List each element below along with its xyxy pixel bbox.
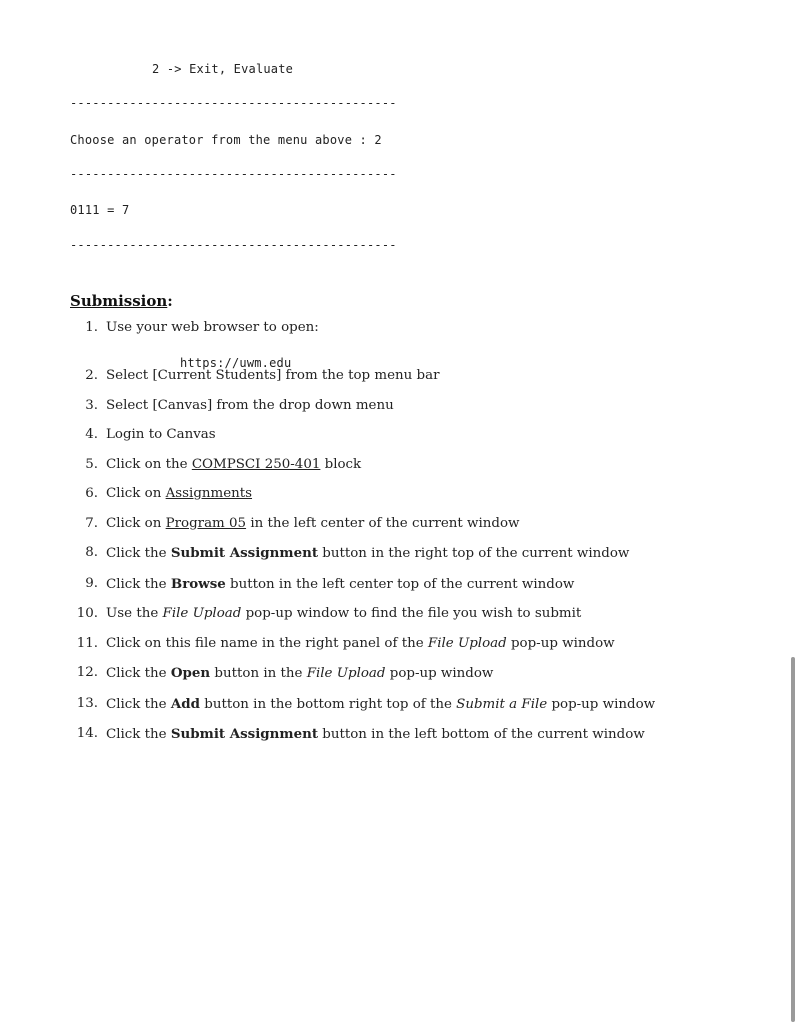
submission-heading: [70, 292, 173, 310]
step-italic: File Upload: [427, 635, 507, 651]
step-italic: File Upload: [162, 606, 242, 621]
step-text: button in the: [210, 666, 307, 681]
step-text: Click on the: [106, 456, 192, 472]
step-12: [0, 663, 760, 684]
step-number: 4.: [85, 427, 98, 442]
step-text: Click on: [106, 515, 166, 531]
program-05-link[interactable]: Program 05: [165, 515, 247, 531]
step-text: Click the: [106, 696, 171, 712]
step-text: button in the bottom right top of the: [200, 696, 457, 712]
assignments-link[interactable]: Assignments: [165, 486, 253, 501]
course-link[interactable]: COMPSCI 250-401: [191, 456, 321, 472]
canvas-url[interactable]: https://uwm.edu: [180, 356, 292, 370]
console-prompt-line: Choose an operator from the menu above : 2: [70, 133, 382, 147]
step-text: Use your web browser to open:: [106, 320, 319, 335]
submission-heading-text: Submission: [70, 292, 168, 310]
submission-steps-list: [0, 318, 760, 745]
step-text: block: [320, 456, 362, 472]
submission-heading-colon: :: [167, 292, 173, 310]
step-number: 3.: [85, 397, 98, 413]
step-number: 11.: [76, 635, 98, 651]
step-emphasis: Submit Assignment: [170, 545, 319, 561]
step-4: [0, 425, 760, 445]
vertical-scrollbar[interactable]: [791, 657, 795, 1022]
step-text: Click the: [106, 576, 171, 592]
step-7: [0, 514, 760, 534]
step-emphasis: Open: [170, 665, 211, 681]
console-menu-line: 2 -> Exit, Evaluate: [152, 62, 294, 76]
step-text: Click the: [106, 666, 171, 681]
step-number: 6.: [85, 486, 98, 501]
step-text: Login to Canvas: [106, 427, 216, 442]
step-14: [0, 724, 760, 745]
step-text: pop-up window to find the file you wish to submit: [241, 606, 582, 621]
step-number: 13.: [76, 695, 98, 711]
step-text: pop-up window: [547, 696, 656, 712]
step-italic: Submit a File: [456, 696, 548, 712]
step-8: [0, 543, 760, 564]
step-text: Click on this file name in the right panel of the: [106, 635, 428, 651]
step-emphasis: Add: [170, 695, 200, 712]
step-italic: File Upload: [306, 666, 386, 681]
console-separator-1: --------------------------------------------: [70, 96, 397, 110]
step-text: in the left center of the current window: [246, 515, 520, 531]
step-text: button in the right top of the current window: [318, 546, 630, 561]
step-number: 9.: [85, 575, 98, 591]
step-11: [0, 634, 760, 654]
step-13: [0, 694, 760, 715]
step-9: [0, 574, 760, 595]
step-text: Select [Canvas] from the drop down menu: [106, 397, 394, 413]
step-text: button in the left bottom of the current window: [318, 727, 645, 742]
console-result-line: 0111 = 7: [70, 203, 130, 217]
step-emphasis: Browse: [170, 575, 226, 592]
step-number: 8.: [85, 545, 98, 560]
step-text: pop-up window: [385, 666, 494, 681]
step-text: Click on: [106, 486, 166, 501]
step-number: 14.: [76, 726, 98, 741]
step-number: 1.: [85, 320, 98, 335]
step-number: 10.: [76, 606, 98, 621]
step-5: [0, 455, 760, 475]
step-number: 2.: [85, 368, 98, 383]
step-number: 5.: [85, 456, 98, 472]
step-1: [0, 318, 760, 338]
step-text: Select [Current Students] from the top menu bar: [106, 368, 440, 383]
step-text: button in the left center top of the current window: [225, 576, 575, 592]
step-10: [0, 604, 760, 624]
step-emphasis: Submit Assignment: [170, 726, 319, 742]
step-3: [0, 396, 760, 416]
console-separator-2: --------------------------------------------: [70, 167, 397, 181]
step-text: pop-up window: [506, 635, 615, 651]
step-2: [0, 366, 760, 386]
step-text: Use the: [106, 606, 163, 621]
step-6: [0, 484, 760, 504]
step-text: Click the: [106, 546, 171, 561]
console-separator-3: --------------------------------------------: [70, 238, 397, 252]
step-number: 12.: [76, 665, 98, 680]
step-number: 7.: [85, 515, 98, 531]
step-text: Click the: [106, 727, 171, 742]
